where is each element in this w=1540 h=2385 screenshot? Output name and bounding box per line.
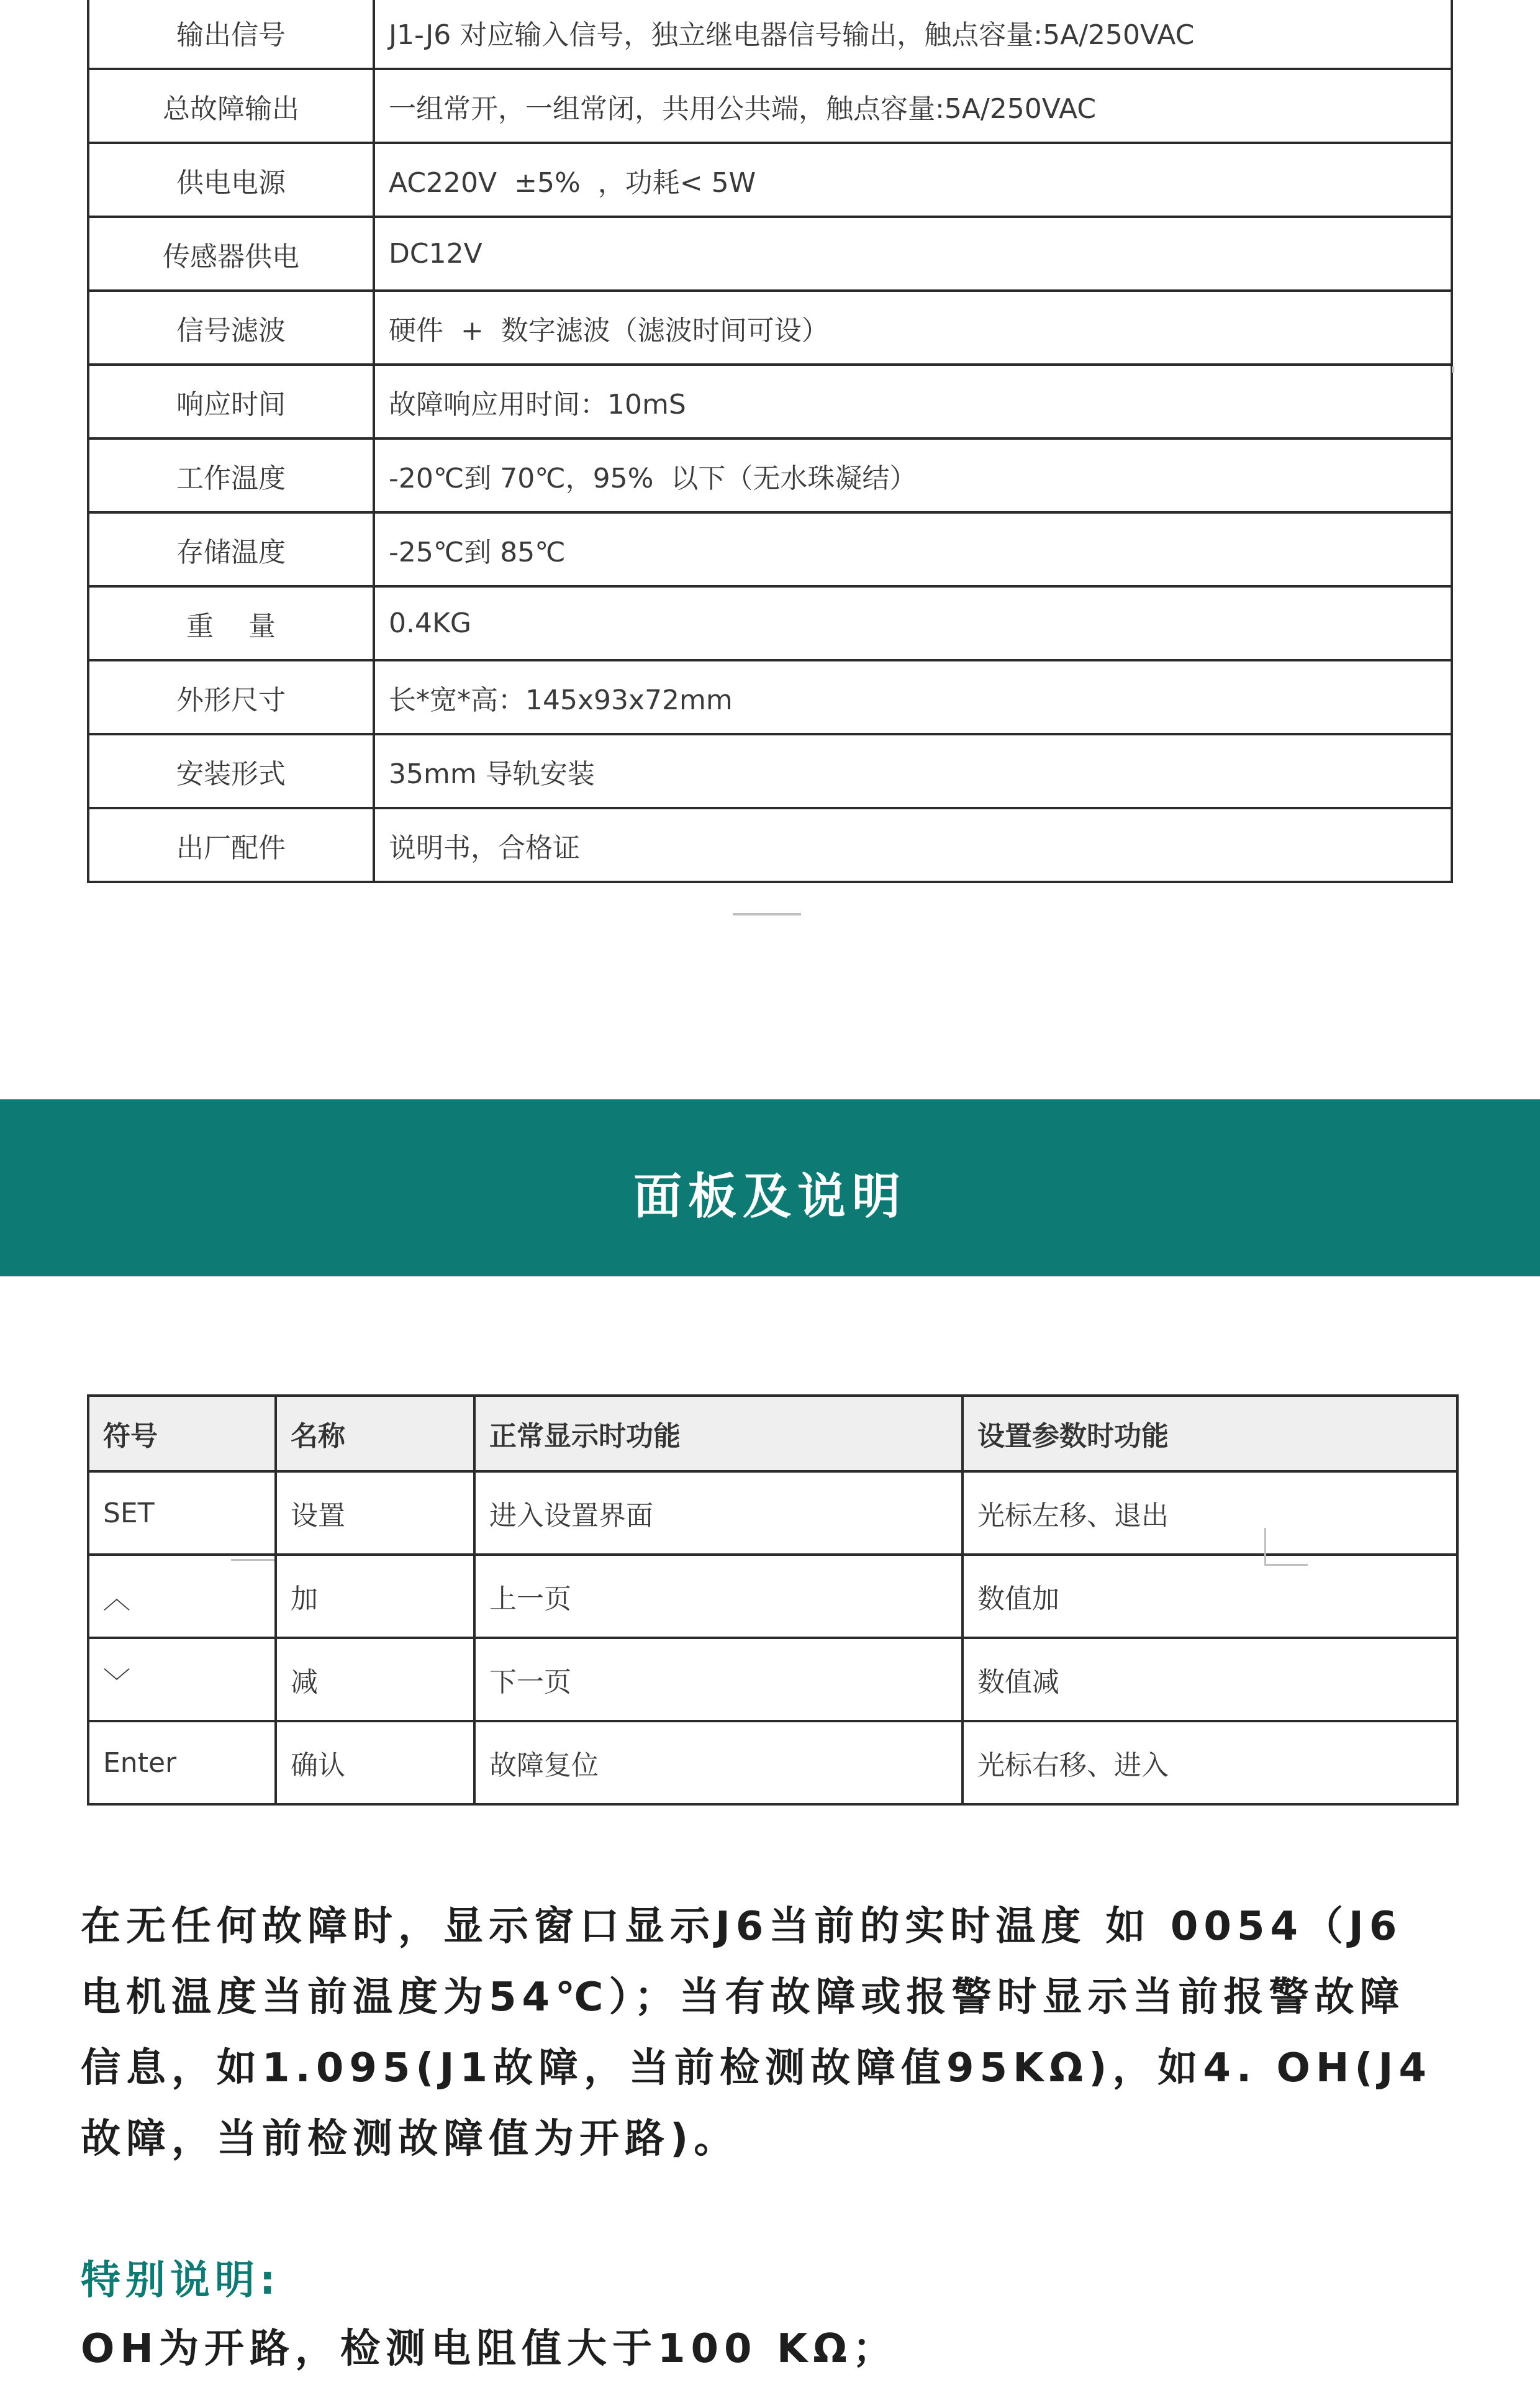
- note-title: 特别说明:: [81, 2258, 281, 2304]
- panel-cell: 数值加: [962, 1555, 1457, 1638]
- panel-cell: 减: [276, 1638, 474, 1721]
- panel-row: [88, 1638, 1457, 1721]
- panel-cell: ︿: [88, 1555, 276, 1638]
- spec-row: [88, 438, 1452, 512]
- panel-cell: 上一页: [474, 1555, 962, 1638]
- divider: [1264, 1528, 1266, 1565]
- spec-table: [87, 0, 1453, 883]
- panel-cell: 进入设置界面: [474, 1471, 962, 1555]
- divider: [1264, 1564, 1308, 1566]
- spec-label: 传感器供电: [88, 217, 374, 291]
- panel-cell: 故障复位: [474, 1721, 962, 1804]
- spec-value: -20℃到 70℃，95% 以下（无水珠凝结）: [374, 438, 1452, 512]
- spec-value: J1-J6 对应输入信号，独立继电器信号输出，触点容量:5A/250VAC: [374, 0, 1452, 69]
- spec-value: 35mm 导轨安装: [374, 734, 1452, 808]
- spec-row: [88, 0, 1452, 69]
- panel-header-cell: 名称: [276, 1396, 474, 1471]
- spec-value: AC220V ±5% ，功耗< 5W: [374, 143, 1452, 217]
- spec-row: [88, 660, 1452, 734]
- panel-header-cell: 正常显示时功能: [474, 1396, 962, 1471]
- spec-label: 供电电源: [88, 143, 374, 217]
- panel-cell: SET: [88, 1471, 276, 1555]
- spec-label: 外形尺寸: [88, 660, 374, 734]
- panel-cell: Enter: [88, 1721, 276, 1804]
- panel-cell: 设置: [276, 1471, 474, 1555]
- divider: [1452, 366, 1454, 373]
- spec-value: -25℃到 85℃: [374, 512, 1452, 586]
- spec-row: [88, 512, 1452, 586]
- description-line: 故障，当前检测故障值为开路)。: [81, 2116, 740, 2162]
- section-title: 面板及说明: [633, 1169, 907, 1225]
- spec-label: 工作温度: [88, 438, 374, 512]
- spec-label: 重 量: [88, 586, 374, 660]
- divider: [733, 913, 801, 915]
- description-line: 在无任何故障时，显示窗口显示J6当前的实时温度 如 0054（J6: [81, 1904, 1403, 1950]
- spec-row: [88, 217, 1452, 291]
- panel-cell: 下一页: [474, 1638, 962, 1721]
- panel-row: [88, 1555, 1457, 1638]
- spec-row: [88, 69, 1452, 143]
- spec-label: 输出信号: [88, 0, 374, 69]
- description-line: 信息，如1.095(J1故障，当前检测故障值95KΩ)，如4. OH(J4: [81, 2045, 1433, 2091]
- spec-label: 信号滤波: [88, 291, 374, 365]
- description-line: 电机温度当前温度为54℃）；当有故障或报警时显示当前报警故障: [81, 1974, 1405, 2020]
- spec-value: 长*宽*高：145x93x72mm: [374, 660, 1452, 734]
- divider: [231, 1559, 274, 1561]
- panel-cell: 数值减: [962, 1638, 1457, 1721]
- spec-value: 故障响应用时间：10mS: [374, 365, 1452, 438]
- spec-row: [88, 808, 1452, 882]
- panel-row: [88, 1721, 1457, 1804]
- panel-header-row: [88, 1396, 1457, 1471]
- spec-value: 说明书，合格证: [374, 808, 1452, 882]
- note-body: OH为开路，检测电阻值大于100 KΩ；: [81, 2326, 898, 2372]
- panel-table: [87, 1394, 1459, 1806]
- spec-row: [88, 586, 1452, 660]
- spec-row: [88, 143, 1452, 217]
- spec-value: 一组常开，一组常闭，共用公共端，触点容量:5A/250VAC: [374, 69, 1452, 143]
- spec-row: [88, 734, 1452, 808]
- spec-label: 出厂配件: [88, 808, 374, 882]
- spec-label: 总故障输出: [88, 69, 374, 143]
- panel-cell: 光标右移、进入: [962, 1721, 1457, 1804]
- spec-label: 安装形式: [88, 734, 374, 808]
- panel-header-cell: 符号: [88, 1396, 276, 1471]
- panel-header-cell: 设置参数时功能: [962, 1396, 1457, 1471]
- spec-row: [88, 291, 1452, 365]
- spec-label: 响应时间: [88, 365, 374, 438]
- spec-value: 硬件 + 数字滤波（滤波时间可设）: [374, 291, 1452, 365]
- panel-cell: 确认: [276, 1721, 474, 1804]
- description-text: [81, 1891, 1472, 2174]
- panel-cell: 加: [276, 1555, 474, 1638]
- spec-label: 存储温度: [88, 512, 374, 586]
- spec-value: DC12V: [374, 217, 1452, 291]
- spec-value: 0.4KG: [374, 586, 1452, 660]
- panel-cell: ﹀: [88, 1638, 276, 1721]
- spec-row: [88, 365, 1452, 438]
- panel-cell: 光标左移、退出: [962, 1471, 1457, 1555]
- panel-row: [88, 1471, 1457, 1555]
